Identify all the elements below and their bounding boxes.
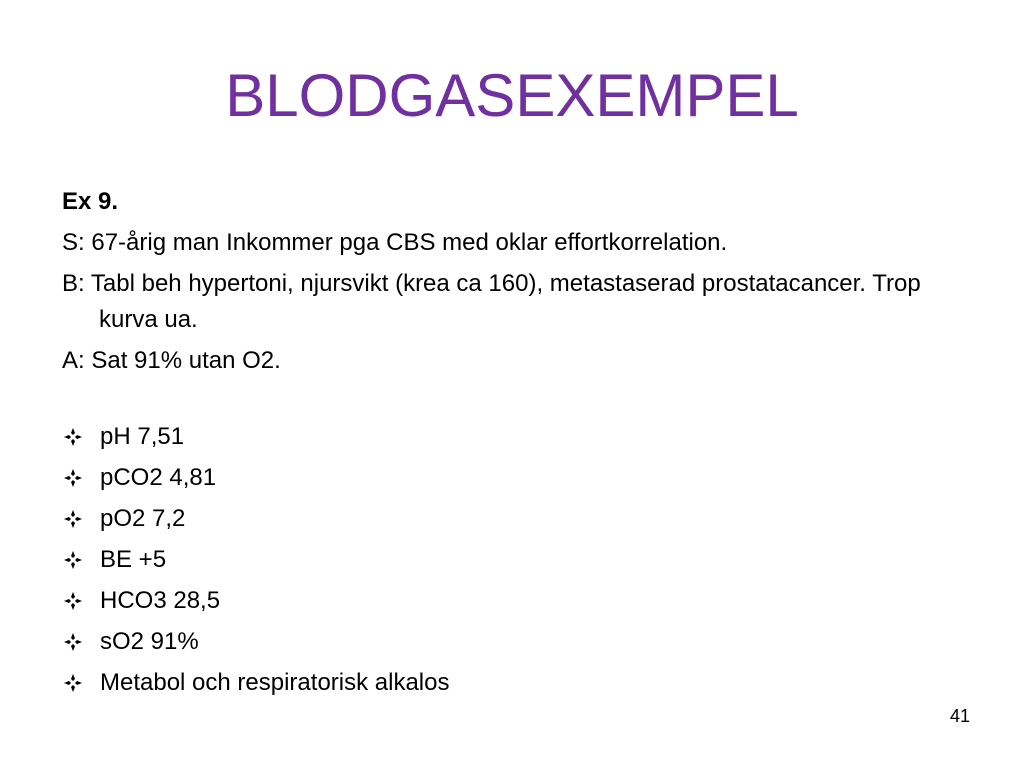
spacer xyxy=(62,384,962,419)
background-line: B: Tabl beh hypertoni, njursvikt (krea ca 160), metastaserad prostatacancer. Trop kurva ua. xyxy=(62,270,921,333)
list-item-po2 xyxy=(62,501,962,537)
list-item-conclusion xyxy=(62,665,962,701)
symptom-line: S: 67-årig man Inkommer pga CBS med oklar effortkorrelation. xyxy=(62,229,728,256)
bullet-text: Metabol och respiratorisk alkalos xyxy=(100,669,450,696)
list-item-ph xyxy=(62,419,962,455)
example-heading: Ex 9. xyxy=(62,188,119,215)
diamond-cross-bullet-icon xyxy=(64,592,82,610)
bullet-text: sO2 91% xyxy=(100,628,199,655)
diamond-cross-bullet-icon xyxy=(64,551,82,569)
list-item-hco3 xyxy=(62,583,962,619)
bullet-text: pO2 7,2 xyxy=(100,505,186,532)
slide-content xyxy=(62,184,962,706)
list-item-so2 xyxy=(62,624,962,660)
blood-gas-values-list xyxy=(62,419,962,701)
bullet-text: pCO2 4,81 xyxy=(100,464,217,491)
assessment-line: A: Sat 91% utan O2. xyxy=(62,347,281,374)
diamond-cross-bullet-icon xyxy=(64,510,82,528)
diamond-cross-bullet-icon xyxy=(64,674,82,692)
bullet-text: HCO3 28,5 xyxy=(100,587,221,614)
diamond-cross-bullet-icon xyxy=(64,428,82,446)
page-number: 41 xyxy=(949,706,970,726)
slide-title: BLODGASEXEMPEL xyxy=(225,62,799,129)
list-item-be xyxy=(62,542,962,578)
bullet-text: BE +5 xyxy=(100,546,167,573)
list-item-pco2 xyxy=(62,460,962,496)
diamond-cross-bullet-icon xyxy=(64,633,82,651)
bullet-text: pH 7,51 xyxy=(100,423,185,450)
diamond-cross-bullet-icon xyxy=(64,469,82,487)
